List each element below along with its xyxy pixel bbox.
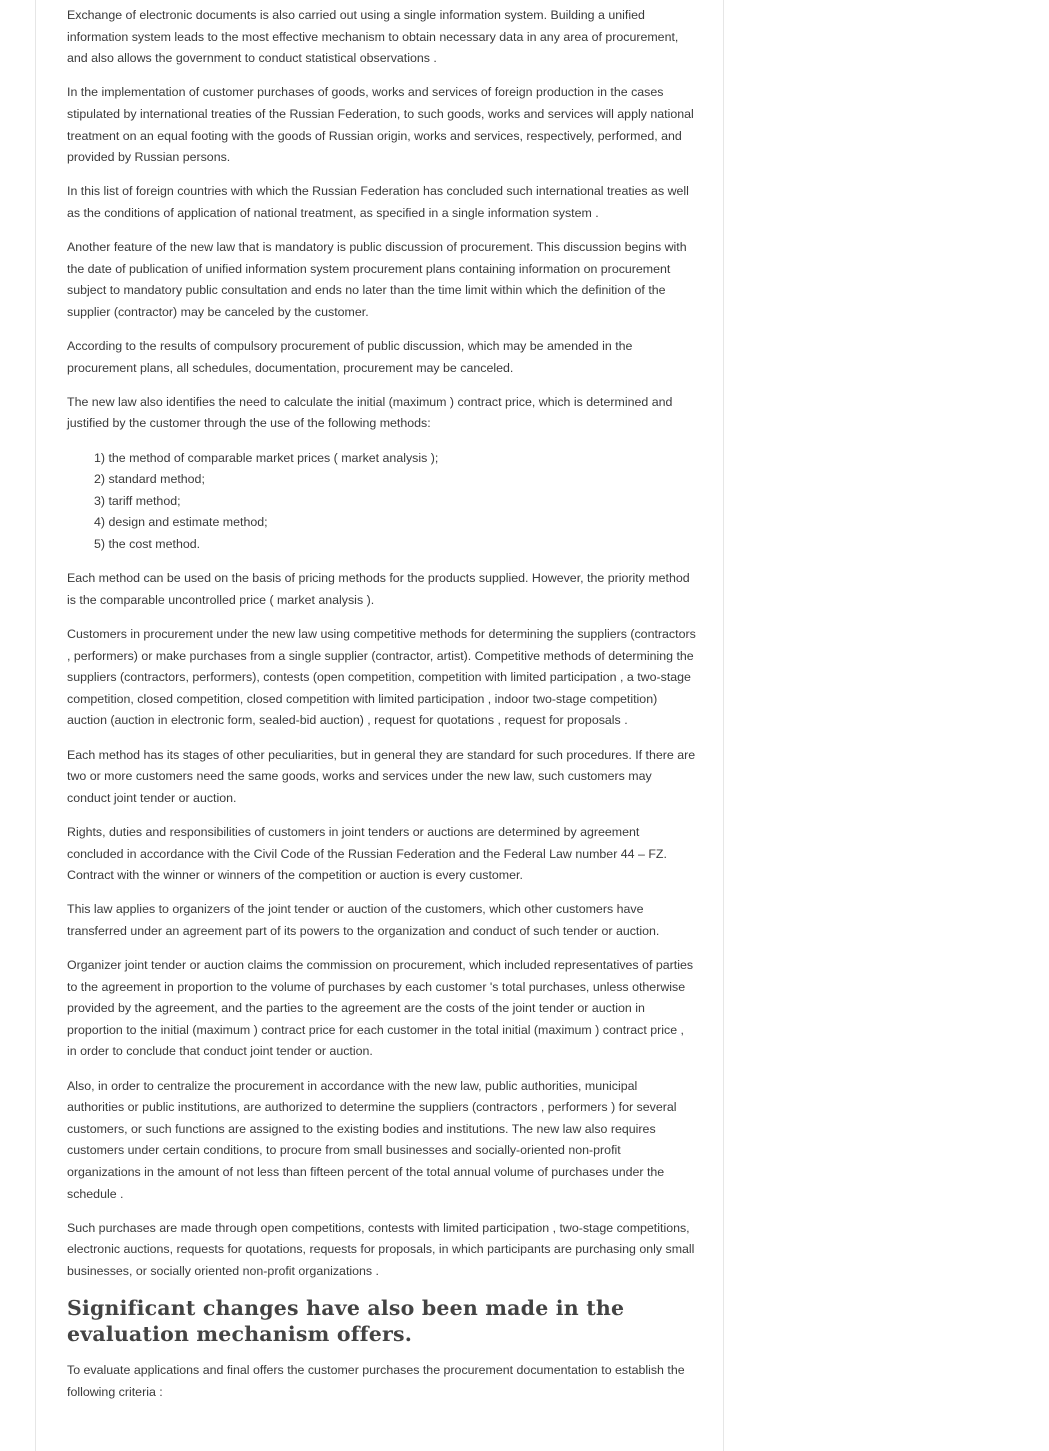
paragraph-contract-price-methods: The new law also identifies the need to calculate the initial (maximum ) contract price, which is determined and justified by the customer through the use of the following methods: xyxy=(67,394,673,431)
paragraph-foreign-countries-list: In this list of foreign countries with which the Russian Federation has concluded such international treaties as well as the conditions of application of national treatment, as specified in a single information system . xyxy=(67,184,689,220)
paragraph-foreign-production: In the implementation of customer purchases of goods, works and services of foreign production in the cases stipulated by international treaties of the Russian Federation, to such goods, works and services will apply national treatment on an equal footing with the goods of Russian origin, works and services, respectively, performed, and provided by Russian persons. xyxy=(67,85,694,165)
cut-off-text-line xyxy=(67,1418,682,1421)
list-item: 2) standard method; xyxy=(94,472,205,487)
paragraph-electronic-documents: Exchange of electronic documents is also carried out using a single information system. Building a unified information system leads to the most effective mechanism to obtain necessary data in any area of procurement, and also allows the government to conduct statistical observations . xyxy=(67,8,679,66)
list-item: 5) the cost method. xyxy=(94,537,201,552)
section-heading: Significant changes have also been made in the evaluation mechanism offers. xyxy=(67,1296,625,1347)
pricing-methods-list xyxy=(67,448,697,556)
paragraph-small-business-purchases: Such purchases are made through open competitions, contests with limited participation , two-stage competitions, electronic auctions, requests for quotations, requests for proposals, in which participants are purchasing only small businesses, or socially oriented non-profit organizations . xyxy=(67,1220,695,1278)
paragraph-discussion-results: According to the results of compulsory procurement of public discussion, which may be amended in the procurement plans, all schedules, documentation, procurement may be canceled. xyxy=(67,339,633,375)
paragraph-rights-duties: Rights, duties and responsibilities of customers in joint tenders or auctions are determined by agreement concluded in accordance with the Civil Code of the Russian Federation and the Federal Law number 44 – FZ. Contract with the winner or winners of the competition or auction is every customer. xyxy=(67,824,667,883)
list-item: 4) design and estimate method; xyxy=(94,515,268,530)
paragraph-evaluation-criteria: To evaluate applications and final offers the customer purchases the procurement documentation to establish the following criteria : xyxy=(67,1363,685,1399)
paragraph-centralize-procurement: Also, in order to centralize the procurement in accordance with the new law, public authorities, municipal authorities or public institutions, are authorized to determine the suppliers (contractors , performers ) for several customers, or such functions are assigned to the existing bodies and institutions. The new law also requires customers under certain conditions, to procure from small businesses and socially-oriented non-profit organizations in the amount of not less than fifteen percent of the total annual volume of purchases under the schedule . xyxy=(67,1078,677,1201)
article-body xyxy=(67,5,697,1416)
paragraph-competitive-methods: Customers in procurement under the new law using competitive methods for determining the suppliers (contractors , performers) or make purchases from a single supplier (contractor, artist). Competitive methods of determining the suppliers (contractors, performers), contests (open competition, competition with limited participation , a two-stage competition, closed competition, closed competition with limited participation , indoor two-stage competition) auction (auction in electronic form, sealed-bid auction) , request for quotations , request for proposals . xyxy=(67,627,696,728)
paragraph-organizer-commission: Organizer joint tender or auction claims the commission on procurement, which included representatives of parties to the agreement in proportion to the volume of purchases by each customer 's total purchases, unless otherwise provided by the agreement, and the parties to the agreement are the costs of the joint tender or auction in proportion to the initial (maximum ) contract price for each customer in the total initial (maximum ) contract price , in order to conclude that conduct joint tender or auction. xyxy=(67,958,694,1059)
paragraph-method-stages: Each method has its stages of other peculiarities, but in general they are standard for such procedures. If there are two or more customers need the same goods, works and services under the new law, such customers may conduct joint tender or auction. xyxy=(67,747,696,805)
paragraph-pricing-priority: Each method can be used on the basis of pricing methods for the products supplied. However, the priority method is the comparable uncontrolled price ( market analysis ). xyxy=(67,571,690,607)
paragraph-law-applies-organizers: This law applies to organizers of the joint tender or auction of the customers, which other customers have transferred under an agreement part of its powers to the organization and conduct of such tender or auction. xyxy=(67,902,660,938)
list-item: 1) the method of comparable market prices ( market analysis ); xyxy=(94,450,439,465)
list-item: 3) tariff method; xyxy=(94,493,181,508)
paragraph-public-discussion: Another feature of the new law that is mandatory is public discussion of procurement. This discussion begins with the date of publication of unified information system procurement plans containing information on procurement subject to mandatory public consultation and ends no later than the time limit within which the definition of the supplier (contractor) may be canceled by the customer. xyxy=(67,240,687,319)
